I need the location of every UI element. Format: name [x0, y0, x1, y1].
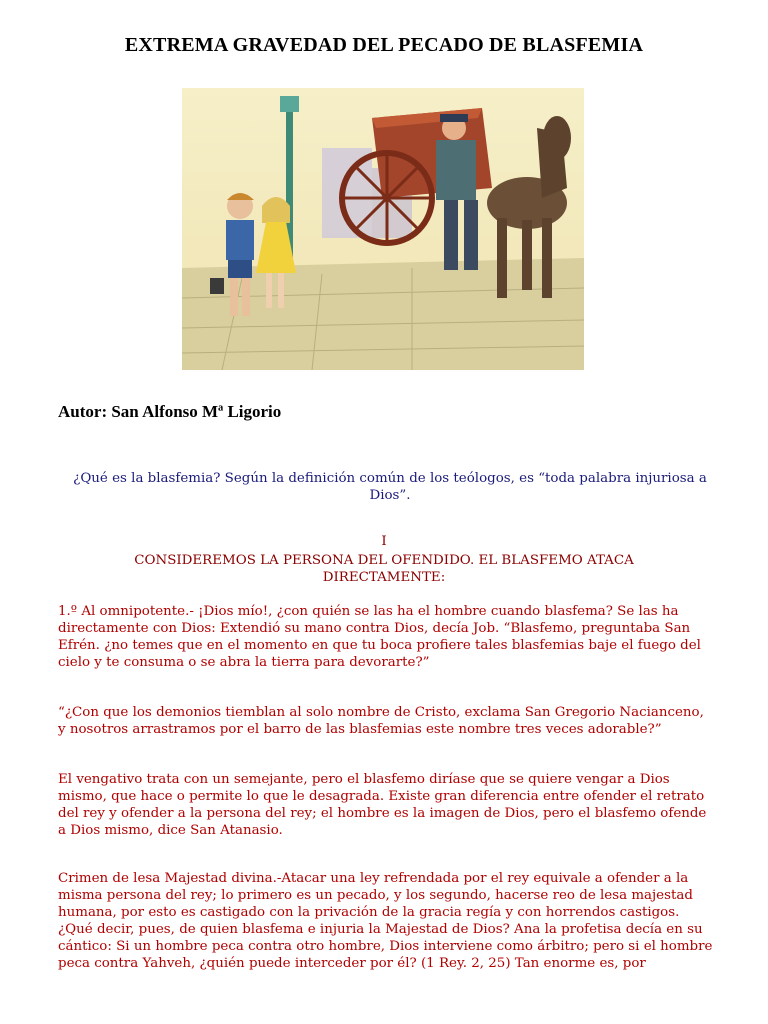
section-number: I [381, 534, 387, 549]
document-title: EXTREMA GRAVEDAD DEL PECADO DE BLASFEMIA [124, 34, 644, 56]
paragraph: “¿Con que los demonios tiemblan al solo nombre de Cristo, exclama San Gregorio Nacianceno, y nosotros arrastramos por el barro de las blasfemias este nombre tres veces adorable?” [58, 705, 704, 737]
paragraph: 1.º Al omnipotente.- ¡Dios mío!, ¿con quién se las ha el hombre cuando blasfema? Se las ha directamente con Dios: Extendió su mano contra Dios, decía Job. “Blasfemo, preguntaba San Efrén. ¿no temes que en el momento en que tu boca profiere tales blasfemias baje el fuego del cielo y te consuma o se abra la tierra para devorarte?” [58, 604, 701, 670]
paragraph: El vengativo trata con un semejante, pero el blasfemo diríase que se quiere vengar a Dios mismo, que hace o permite lo que le desagrada. Existe gran diferencia entre ofender el retrato del rey y ofender a la persona del rey; el hombre es la imagen de Dios, pero el blasfemo ofende a Dios mismo, dice San Atanasio. [58, 772, 707, 838]
section-heading: CONSIDEREMOS LA PERSONA DEL OFENDIDO. EL BLASFEMO ATACA DIRECTAMENTE: [134, 553, 634, 585]
intro-definition: ¿Qué es la blasfemia? Según la definición común de los teólogos, es “toda palabra injuriosa a Dios”. [73, 471, 707, 503]
illustration-children-and-cart [182, 88, 584, 370]
author-line: Autor: San Alfonso Mª Ligorio [58, 402, 282, 421]
paragraph: Crimen de lesa Majestad divina.-Atacar una ley refrendada por el rey equivale a ofender a la misma persona del rey; lo primero es un pecado, y los segundo, hacerse reo de lesa majestad humana, por esto es castigado con la privación de la gracia regía y con horrendos castigos. ¿Qué decir, pues, de quien blasfema e injuria la Majestad de Dios? Ana la profetisa decía en su cántico: Si un hombre peca contra otro hombre, Dios interviene como árbitro; pero si el hombre peca contra Yahveh, ¿quién puede interceder por él? (1 Rey. 2, 25) Tan enorme es, por [58, 871, 713, 971]
